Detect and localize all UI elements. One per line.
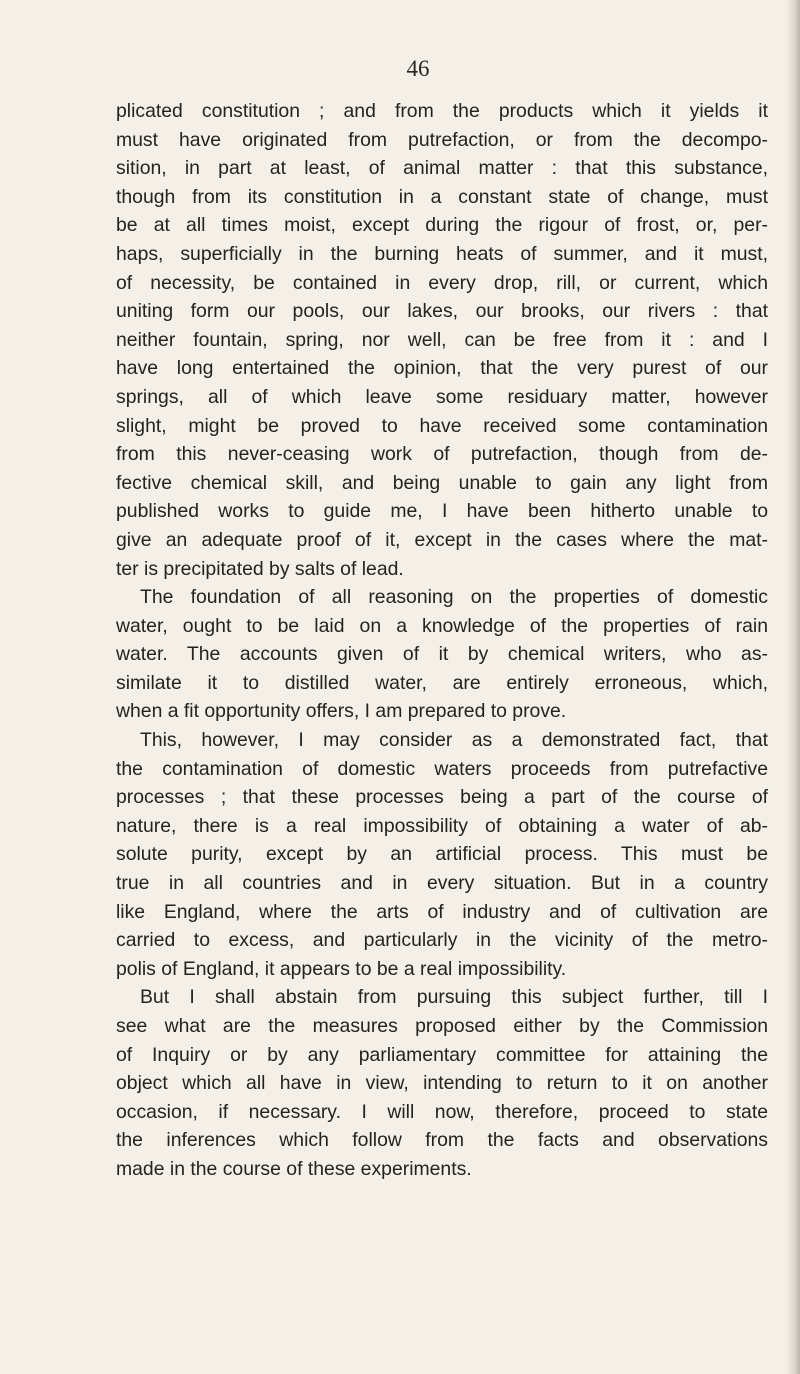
text-line: of Inquiry or by any parliamentary committee for attaining the (116, 1043, 768, 1066)
text-line: give an adequate proof of it, except in the cases where the mat- (116, 528, 768, 551)
page-edge-shadow (786, 0, 800, 1374)
text-line: from this never-ceasing work of putrefaction, though from de- (116, 443, 768, 466)
text-line: The foundation of all reasoning on the properties of domestic (140, 586, 768, 609)
page-number: 46 (406, 56, 430, 81)
text-line: object which all have in view, intending to return to it on another (116, 1072, 768, 1095)
text-line: though from its constitution in a constant state of change, must (116, 185, 768, 208)
text-line: the inferences which follow from the facts and observations (116, 1129, 768, 1152)
text-line: occasion, if necessary. I will now, therefore, proceed to state (116, 1100, 768, 1123)
text-line: be at all times moist, except during the rigour of frost, or, per- (116, 214, 768, 237)
text-line: uniting form our pools, our lakes, our brooks, our rivers : that (116, 300, 768, 323)
text-line: solute purity, except by an artificial process. This must be (116, 843, 768, 866)
paragraph (116, 583, 768, 726)
paragraph (116, 97, 768, 583)
text-line: plicated constitution ; and from the products which it yields it (116, 100, 768, 122)
text-line: must have originated from putrefaction, or from the decompo- (116, 128, 768, 151)
text-line: the contamination of domestic waters proceeds from putrefactive (116, 757, 768, 780)
text-line: slight, might be proved to have received some contamination (116, 414, 768, 437)
text-line: polis of England, it appears to be a real impossibility. (116, 957, 567, 980)
text-line: sition, in part at least, of animal matter : that this substance, (116, 157, 768, 180)
body-text (116, 97, 768, 1184)
text-line: carried to excess, and particularly in the vicinity of the metro- (116, 929, 768, 952)
text-line: ter is precipitated by salts of lead. (116, 557, 404, 580)
text-line: of necessity, be contained in every drop, rill, or current, which (116, 271, 768, 294)
paragraph (116, 983, 768, 1183)
text-line: made in the course of these experiments. (116, 1157, 472, 1180)
text-line: springs, all of which leave some residuary matter, however (116, 385, 768, 408)
text-line: water, ought to be laid on a knowledge of the properties of rain (116, 614, 768, 637)
text-line: true in all countries and in every situation. But in a country (116, 872, 768, 895)
text-line: nature, there is a real impossibility of obtaining a water of ab- (116, 814, 768, 837)
text-line: water. The accounts given of it by chemical writers, who as- (116, 643, 768, 666)
text-line: see what are the measures proposed either by the Commission (116, 1015, 768, 1037)
paragraph (116, 726, 768, 983)
text-line: This, however, I may consider as a demonstrated fact, that (140, 729, 768, 752)
text-line: fective chemical skill, and being unable to gain any light from (116, 471, 768, 494)
text-line: processes ; that these processes being a part of the course of (116, 786, 768, 809)
text-line: similate it to distilled water, are entirely erroneous, which, (116, 671, 768, 694)
text-line: haps, superficially in the burning heats of summer, and it must, (116, 242, 768, 265)
text-line: neither fountain, spring, nor well, can be free from it : and I (116, 328, 768, 351)
text-line: published works to guide me, I have been hitherto unable to (116, 500, 768, 523)
text-line: like England, where the arts of industry and of cultivation are (116, 900, 768, 923)
text-line: when a fit opportunity offers, I am prepared to prove. (116, 700, 567, 723)
text-line: have long entertained the opinion, that the very purest of our (116, 357, 768, 380)
text-line: But I shall abstain from pursuing this subject further, till I (140, 986, 768, 1009)
